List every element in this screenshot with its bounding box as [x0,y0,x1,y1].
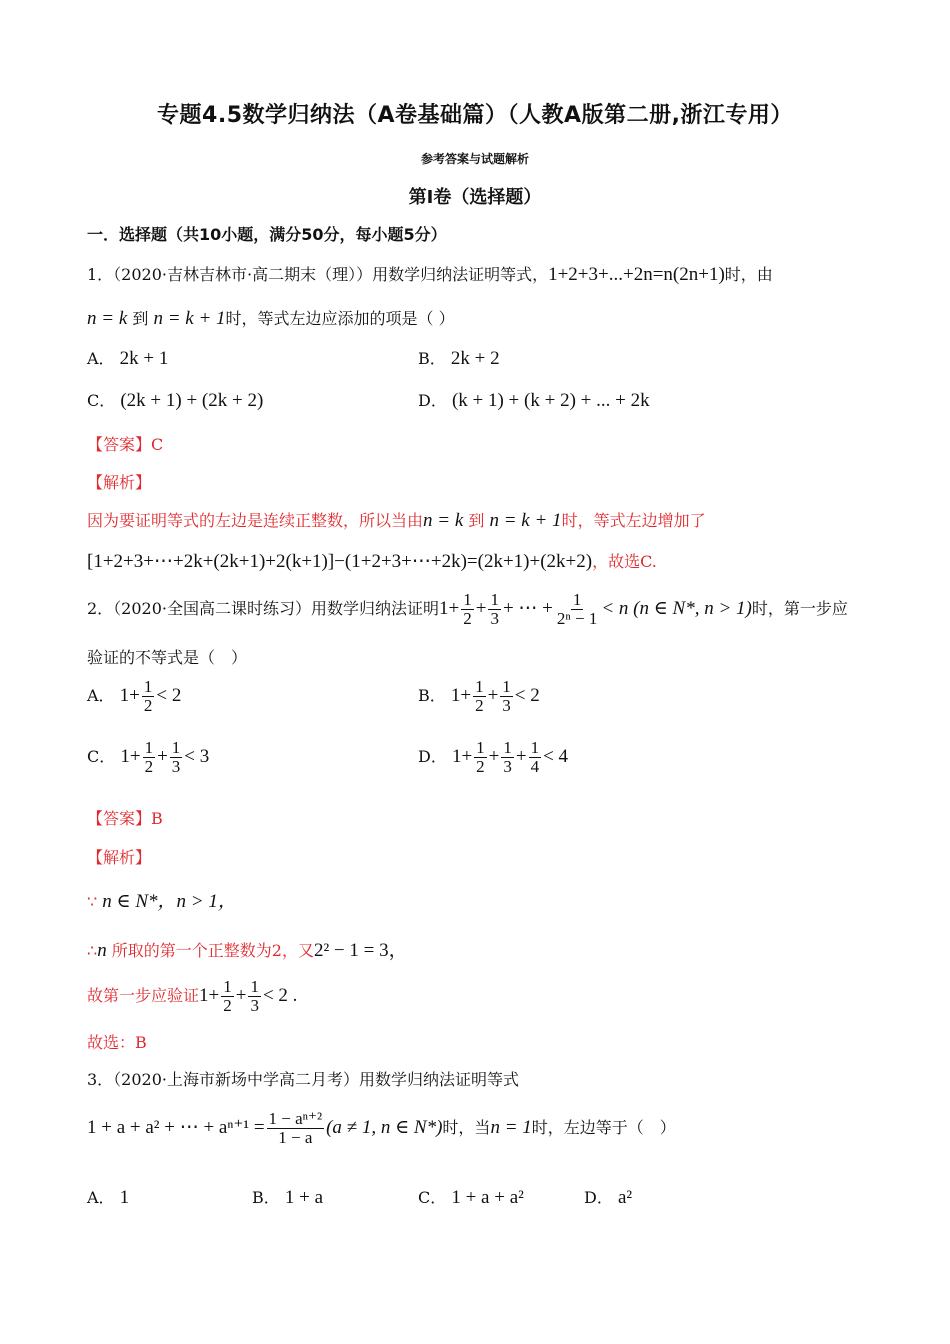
section-heading: 一．选择题（共10小题，满分50分，每小题5分） [87,225,447,244]
q3-option-d: D． a² [584,1187,633,1208]
q3-option-b: B． 1 + a [252,1187,324,1208]
q1-analysis-label: 【解析】 [87,473,152,492]
q1-explanation-1: 因为要证明等式的左边是连续正整数，所以当由n = k 到 n = k + 1时，等式左边增加了 [87,510,706,531]
q1-explanation-2: [1+2+3+⋯+2k+(2k+1)+2(k+1)]−(1+2+3+⋯+2k)=(2k+1)+(2k+2)，故选C. [87,551,657,572]
page-subtitle: 参考答案与试题解析 [420,152,529,166]
q2-verify-line: 故第一步应验证1+ $\frac{1}{2}$ + $\frac{1}{3}$ < 2 . [87,977,298,1015]
q1-option-b: B． 2k + 2 [418,348,500,369]
q2-option-d: D． 1+ $\frac{1}{2}$ + $\frac{1}{3}$ + $\frac{1}{4}$ < 4 [418,738,569,776]
q1-option-c: C． (2k + 1) + (2k + 2) [87,390,264,411]
q2-because-line: ∵ n ∈ N*，n > 1， [87,891,237,912]
part-heading: 第Ⅰ卷（选择题） [408,187,542,208]
q2-answer: 【答案】B [87,809,163,828]
q2-analysis-label: 【解析】 [87,848,152,867]
page-title: 专题4.5数学归纳法（A卷基础篇）（人教A版第二册,浙江专用） [157,103,793,128]
q2-stem-line2: 验证的不等式是（ ） [87,648,248,667]
q1-stem: 1．（2020·吉林吉林市·高二期末（理））用数学归纳法证明等式，1+2+3+...+2n=n(2n+1)时，由 [87,264,773,285]
q3-option-c: C． 1 + a + a² [418,1187,524,1208]
q1-answer: 【答案】C [87,435,164,454]
q2-stem: 2．（2020·全国高二课时练习）用数学归纳法证明1+ $\frac{1}{2}$ + $\frac{1}{3}$ + ⋯ + $\frac{1}{\text{2ⁿ − 1}}$ < n (n ∈ N*, n > 1)时，第一步应 [87,590,848,628]
q3-option-a: A． 1 [87,1187,130,1208]
q3-formula-line: 1 + a + a² + ⋯ + aⁿ⁺¹ = $\frac{\text{1 − aⁿ⁺²}}{1 - a}$ (a ≠ 1, n ∈ N*)时，当n = 1时，左边等于（ ） [87,1109,676,1147]
q2-therefore-line: ∴n 所取的第一个正整数为2，又2² − 1 = 3， [87,940,408,961]
q1-stem-line2: n = k 到 n = k + 1时，等式左边应添加的项是（ ） [87,308,455,329]
q1-option-a: A． 2k + 1 [87,348,169,369]
q2-choose: 故选：B [87,1033,147,1052]
q3-stem: 3．（2020·上海市新场中学高二月考）用数学归纳法证明等式 [87,1070,519,1089]
q2-option-c: C． 1+ $\frac{1}{2}$ + $\frac{1}{3}$ < 3 [87,738,210,776]
q2-option-a: A． 1+ $\frac{1}{2}$ < 2 [87,677,182,715]
q1-option-d: D． (k + 1) + (k + 2) + ... + 2k [418,390,650,411]
q2-option-b: B． 1+ $\frac{1}{2}$ + $\frac{1}{3}$ < 2 [418,677,540,715]
